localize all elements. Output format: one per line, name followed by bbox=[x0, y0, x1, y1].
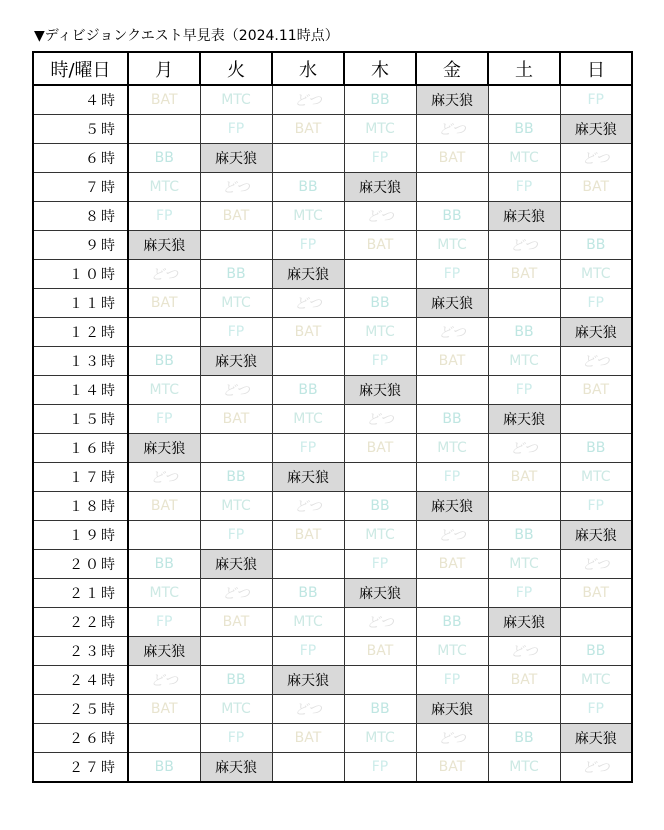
schedule-cell-fri: BB bbox=[416, 202, 488, 231]
hour-label: ２６時 bbox=[33, 724, 128, 753]
schedule-cell-sun: 麻天狼 bbox=[560, 724, 632, 753]
day-header-sun: 日 bbox=[560, 52, 632, 85]
schedule-cell-thu: FP bbox=[344, 550, 416, 579]
schedule-cell-thu: どつ bbox=[344, 405, 416, 434]
schedule-cell-fri: MTC bbox=[416, 637, 488, 666]
hour-label: １４時 bbox=[33, 376, 128, 405]
schedule-cell-wed: BAT bbox=[272, 115, 344, 144]
schedule-cell-tue: BB bbox=[200, 666, 272, 695]
table-row bbox=[33, 724, 632, 753]
table-row bbox=[33, 202, 632, 231]
hour-label: ６時 bbox=[33, 144, 128, 173]
table-row bbox=[33, 695, 632, 724]
hour-label: １８時 bbox=[33, 492, 128, 521]
table-row bbox=[33, 434, 632, 463]
day-header-tue: 火 bbox=[200, 52, 272, 85]
schedule-cell-wed: BAT bbox=[272, 318, 344, 347]
schedule-cell-fri: 麻天狼 bbox=[416, 695, 488, 724]
schedule-cell-wed: MTC bbox=[272, 202, 344, 231]
schedule-cell-sun: BAT bbox=[560, 173, 632, 202]
schedule-cell-fri: BAT bbox=[416, 550, 488, 579]
schedule-cell-fri: MTC bbox=[416, 231, 488, 260]
schedule-cell-thu: FP bbox=[344, 753, 416, 783]
schedule-cell-tue: どつ bbox=[200, 376, 272, 405]
schedule-cell-tue: どつ bbox=[200, 579, 272, 608]
hour-label: １２時 bbox=[33, 318, 128, 347]
schedule-cell-fri: BAT bbox=[416, 144, 488, 173]
table-row bbox=[33, 376, 632, 405]
schedule-cell-sat: BB bbox=[488, 318, 560, 347]
schedule-cell-tue: 麻天狼 bbox=[200, 550, 272, 579]
schedule-cell-sun: MTC bbox=[560, 260, 632, 289]
schedule-cell-fri: 麻天狼 bbox=[416, 289, 488, 318]
schedule-cell-wed: FP bbox=[272, 637, 344, 666]
schedule-cell-tue: 麻天狼 bbox=[200, 753, 272, 783]
page-title: ▼ディビジョンクエスト早見表（2024.11時点） bbox=[34, 28, 339, 44]
schedule-cell-sat: 麻天狼 bbox=[488, 608, 560, 637]
schedule-cell-thu: 麻天狼 bbox=[344, 173, 416, 202]
day-header-mon: 月 bbox=[128, 52, 200, 85]
schedule-cell-sun: FP bbox=[560, 492, 632, 521]
schedule-cell-sun bbox=[560, 202, 632, 231]
schedule-cell-sat: BB bbox=[488, 115, 560, 144]
schedule-cell-sat: 麻天狼 bbox=[488, 405, 560, 434]
schedule-cell-mon: MTC bbox=[128, 173, 200, 202]
schedule-cell-tue: FP bbox=[200, 521, 272, 550]
hour-label: ４時 bbox=[33, 85, 128, 115]
hour-label: ２３時 bbox=[33, 637, 128, 666]
schedule-cell-sat: BAT bbox=[488, 260, 560, 289]
schedule-cell-thu: MTC bbox=[344, 318, 416, 347]
schedule-cell-sat: MTC bbox=[488, 347, 560, 376]
schedule-cell-wed: 麻天狼 bbox=[272, 260, 344, 289]
schedule-cell-sat: BAT bbox=[488, 666, 560, 695]
schedule-cell-fri: FP bbox=[416, 666, 488, 695]
schedule-cell-thu: BAT bbox=[344, 434, 416, 463]
schedule-cell-mon: BAT bbox=[128, 695, 200, 724]
schedule-cell-tue: FP bbox=[200, 318, 272, 347]
schedule-cell-wed: MTC bbox=[272, 608, 344, 637]
schedule-cell-sun: BAT bbox=[560, 376, 632, 405]
day-header-wed: 水 bbox=[272, 52, 344, 85]
hour-label: １９時 bbox=[33, 521, 128, 550]
schedule-cell-mon: 麻天狼 bbox=[128, 231, 200, 260]
schedule-cell-mon: BB bbox=[128, 753, 200, 783]
schedule-cell-sun bbox=[560, 405, 632, 434]
schedule-cell-mon bbox=[128, 724, 200, 753]
table-row bbox=[33, 637, 632, 666]
schedule-cell-wed: どつ bbox=[272, 289, 344, 318]
schedule-cell-tue: BB bbox=[200, 463, 272, 492]
schedule-cell-sat: どつ bbox=[488, 231, 560, 260]
schedule-cell-mon: BB bbox=[128, 550, 200, 579]
schedule-cell-mon: BAT bbox=[128, 85, 200, 115]
schedule-cell-mon: FP bbox=[128, 202, 200, 231]
schedule-cell-tue: BAT bbox=[200, 608, 272, 637]
hour-label: １６時 bbox=[33, 434, 128, 463]
schedule-cell-wed bbox=[272, 144, 344, 173]
schedule-cell-sat bbox=[488, 492, 560, 521]
schedule-cell-fri bbox=[416, 376, 488, 405]
schedule-cell-wed: 麻天狼 bbox=[272, 463, 344, 492]
schedule-cell-wed: BB bbox=[272, 579, 344, 608]
schedule-cell-sat: BB bbox=[488, 521, 560, 550]
schedule-cell-wed: FP bbox=[272, 434, 344, 463]
schedule-cell-sun: FP bbox=[560, 85, 632, 115]
quest-schedule-table bbox=[32, 51, 633, 783]
schedule-cell-fri bbox=[416, 173, 488, 202]
day-header-thu: 木 bbox=[344, 52, 416, 85]
schedule-cell-fri: 麻天狼 bbox=[416, 85, 488, 115]
schedule-cell-mon: どつ bbox=[128, 463, 200, 492]
schedule-cell-wed bbox=[272, 753, 344, 783]
schedule-cell-mon: BAT bbox=[128, 492, 200, 521]
schedule-cell-sun: どつ bbox=[560, 753, 632, 783]
table-row bbox=[33, 579, 632, 608]
hour-label: １３時 bbox=[33, 347, 128, 376]
schedule-cell-thu: MTC bbox=[344, 115, 416, 144]
schedule-cell-mon bbox=[128, 521, 200, 550]
schedule-cell-thu: どつ bbox=[344, 202, 416, 231]
schedule-cell-thu: BB bbox=[344, 695, 416, 724]
schedule-cell-sat bbox=[488, 695, 560, 724]
schedule-cell-sun: FP bbox=[560, 695, 632, 724]
schedule-cell-thu bbox=[344, 260, 416, 289]
hour-label: ８時 bbox=[33, 202, 128, 231]
schedule-cell-mon bbox=[128, 318, 200, 347]
schedule-cell-sun: 麻天狼 bbox=[560, 521, 632, 550]
hour-day-header: 時/曜日 bbox=[33, 52, 128, 85]
day-header-fri: 金 bbox=[416, 52, 488, 85]
schedule-cell-sun: どつ bbox=[560, 550, 632, 579]
schedule-cell-thu: BB bbox=[344, 85, 416, 115]
schedule-cell-thu: BAT bbox=[344, 637, 416, 666]
schedule-cell-thu: FP bbox=[344, 144, 416, 173]
schedule-cell-thu: BB bbox=[344, 492, 416, 521]
hour-label: １１時 bbox=[33, 289, 128, 318]
schedule-cell-sat: FP bbox=[488, 376, 560, 405]
schedule-cell-wed: MTC bbox=[272, 405, 344, 434]
schedule-cell-sun: BB bbox=[560, 434, 632, 463]
schedule-cell-mon: FP bbox=[128, 608, 200, 637]
table-row bbox=[33, 405, 632, 434]
schedule-cell-wed: BB bbox=[272, 376, 344, 405]
hour-label: ２４時 bbox=[33, 666, 128, 695]
table-row bbox=[33, 231, 632, 260]
schedule-cell-thu: MTC bbox=[344, 724, 416, 753]
schedule-cell-sat: 麻天狼 bbox=[488, 202, 560, 231]
schedule-cell-tue: BB bbox=[200, 260, 272, 289]
schedule-cell-mon: MTC bbox=[128, 376, 200, 405]
schedule-cell-fri: どつ bbox=[416, 115, 488, 144]
schedule-cell-sun bbox=[560, 608, 632, 637]
schedule-cell-fri: FP bbox=[416, 260, 488, 289]
schedule-cell-fri: BB bbox=[416, 608, 488, 637]
schedule-cell-mon: MTC bbox=[128, 579, 200, 608]
schedule-cell-mon: 麻天狼 bbox=[128, 434, 200, 463]
schedule-cell-tue bbox=[200, 637, 272, 666]
hour-label: ７時 bbox=[33, 173, 128, 202]
schedule-cell-wed: 麻天狼 bbox=[272, 666, 344, 695]
schedule-cell-fri: BB bbox=[416, 405, 488, 434]
table-row bbox=[33, 666, 632, 695]
schedule-cell-sun: BAT bbox=[560, 579, 632, 608]
hour-label: １７時 bbox=[33, 463, 128, 492]
schedule-cell-sat: BB bbox=[488, 724, 560, 753]
schedule-cell-sun: 麻天狼 bbox=[560, 318, 632, 347]
schedule-cell-fri: どつ bbox=[416, 318, 488, 347]
hour-label: １０時 bbox=[33, 260, 128, 289]
schedule-cell-thu: BAT bbox=[344, 231, 416, 260]
table-row bbox=[33, 115, 632, 144]
schedule-cell-sun: MTC bbox=[560, 666, 632, 695]
table-row bbox=[33, 260, 632, 289]
schedule-cell-tue: どつ bbox=[200, 173, 272, 202]
hour-label: ２７時 bbox=[33, 753, 128, 783]
schedule-cell-thu: BB bbox=[344, 289, 416, 318]
schedule-cell-tue: 麻天狼 bbox=[200, 347, 272, 376]
schedule-cell-sun: BB bbox=[560, 231, 632, 260]
schedule-cell-mon: どつ bbox=[128, 666, 200, 695]
schedule-cell-fri: どつ bbox=[416, 521, 488, 550]
schedule-cell-tue: MTC bbox=[200, 85, 272, 115]
schedule-cell-sun: 麻天狼 bbox=[560, 115, 632, 144]
schedule-cell-wed: どつ bbox=[272, 695, 344, 724]
hour-label: ２０時 bbox=[33, 550, 128, 579]
table-row bbox=[33, 550, 632, 579]
schedule-cell-thu: 麻天狼 bbox=[344, 579, 416, 608]
schedule-cell-tue bbox=[200, 231, 272, 260]
table-row bbox=[33, 753, 632, 783]
schedule-cell-fri: FP bbox=[416, 463, 488, 492]
table-row bbox=[33, 463, 632, 492]
schedule-cell-tue: BAT bbox=[200, 405, 272, 434]
schedule-cell-sat: どつ bbox=[488, 434, 560, 463]
schedule-cell-fri: BAT bbox=[416, 753, 488, 783]
schedule-cell-wed: BAT bbox=[272, 521, 344, 550]
schedule-cell-wed: どつ bbox=[272, 492, 344, 521]
schedule-cell-fri: MTC bbox=[416, 434, 488, 463]
hour-label: ９時 bbox=[33, 231, 128, 260]
schedule-cell-tue bbox=[200, 434, 272, 463]
schedule-body bbox=[33, 85, 632, 782]
schedule-cell-tue: 麻天狼 bbox=[200, 144, 272, 173]
schedule-cell-tue: FP bbox=[200, 724, 272, 753]
schedule-cell-mon: 麻天狼 bbox=[128, 637, 200, 666]
table-row bbox=[33, 608, 632, 637]
schedule-cell-sat: BAT bbox=[488, 463, 560, 492]
schedule-cell-thu: FP bbox=[344, 347, 416, 376]
schedule-cell-tue: MTC bbox=[200, 492, 272, 521]
day-header-sat: 土 bbox=[488, 52, 560, 85]
schedule-cell-sat: MTC bbox=[488, 753, 560, 783]
schedule-cell-thu bbox=[344, 463, 416, 492]
table-row bbox=[33, 347, 632, 376]
schedule-cell-mon: BB bbox=[128, 347, 200, 376]
schedule-cell-wed: BAT bbox=[272, 724, 344, 753]
table-row bbox=[33, 144, 632, 173]
schedule-cell-wed: どつ bbox=[272, 85, 344, 115]
schedule-cell-sun: BB bbox=[560, 637, 632, 666]
schedule-cell-mon: どつ bbox=[128, 260, 200, 289]
schedule-cell-thu: MTC bbox=[344, 521, 416, 550]
table-row bbox=[33, 318, 632, 347]
schedule-cell-fri bbox=[416, 579, 488, 608]
hour-label: ２１時 bbox=[33, 579, 128, 608]
schedule-cell-wed bbox=[272, 347, 344, 376]
schedule-cell-mon: BAT bbox=[128, 289, 200, 318]
schedule-cell-tue: FP bbox=[200, 115, 272, 144]
schedule-cell-tue: MTC bbox=[200, 695, 272, 724]
schedule-cell-sat bbox=[488, 85, 560, 115]
table-row bbox=[33, 289, 632, 318]
schedule-cell-tue: BAT bbox=[200, 202, 272, 231]
table-row bbox=[33, 521, 632, 550]
schedule-cell-sat: MTC bbox=[488, 550, 560, 579]
schedule-cell-sun: MTC bbox=[560, 463, 632, 492]
schedule-cell-thu: 麻天狼 bbox=[344, 376, 416, 405]
table-row bbox=[33, 492, 632, 521]
schedule-cell-sun: どつ bbox=[560, 347, 632, 376]
schedule-cell-sat: FP bbox=[488, 579, 560, 608]
table-row bbox=[33, 85, 632, 115]
schedule-cell-sat: MTC bbox=[488, 144, 560, 173]
schedule-cell-thu bbox=[344, 666, 416, 695]
schedule-cell-sat bbox=[488, 289, 560, 318]
hour-label: ２２時 bbox=[33, 608, 128, 637]
schedule-cell-fri: 麻天狼 bbox=[416, 492, 488, 521]
hour-label: １５時 bbox=[33, 405, 128, 434]
schedule-cell-sat: どつ bbox=[488, 637, 560, 666]
schedule-cell-sat: FP bbox=[488, 173, 560, 202]
schedule-cell-mon: BB bbox=[128, 144, 200, 173]
schedule-cell-tue: MTC bbox=[200, 289, 272, 318]
hour-label: ２５時 bbox=[33, 695, 128, 724]
schedule-cell-wed: BB bbox=[272, 173, 344, 202]
schedule-cell-thu: どつ bbox=[344, 608, 416, 637]
schedule-cell-wed bbox=[272, 550, 344, 579]
table-row bbox=[33, 173, 632, 202]
schedule-cell-mon: FP bbox=[128, 405, 200, 434]
header-row bbox=[33, 52, 632, 85]
schedule-cell-sun: どつ bbox=[560, 144, 632, 173]
schedule-cell-wed: FP bbox=[272, 231, 344, 260]
schedule-cell-mon bbox=[128, 115, 200, 144]
hour-label: ５時 bbox=[33, 115, 128, 144]
schedule-cell-sun: FP bbox=[560, 289, 632, 318]
schedule-cell-fri: BAT bbox=[416, 347, 488, 376]
schedule-cell-fri: どつ bbox=[416, 724, 488, 753]
